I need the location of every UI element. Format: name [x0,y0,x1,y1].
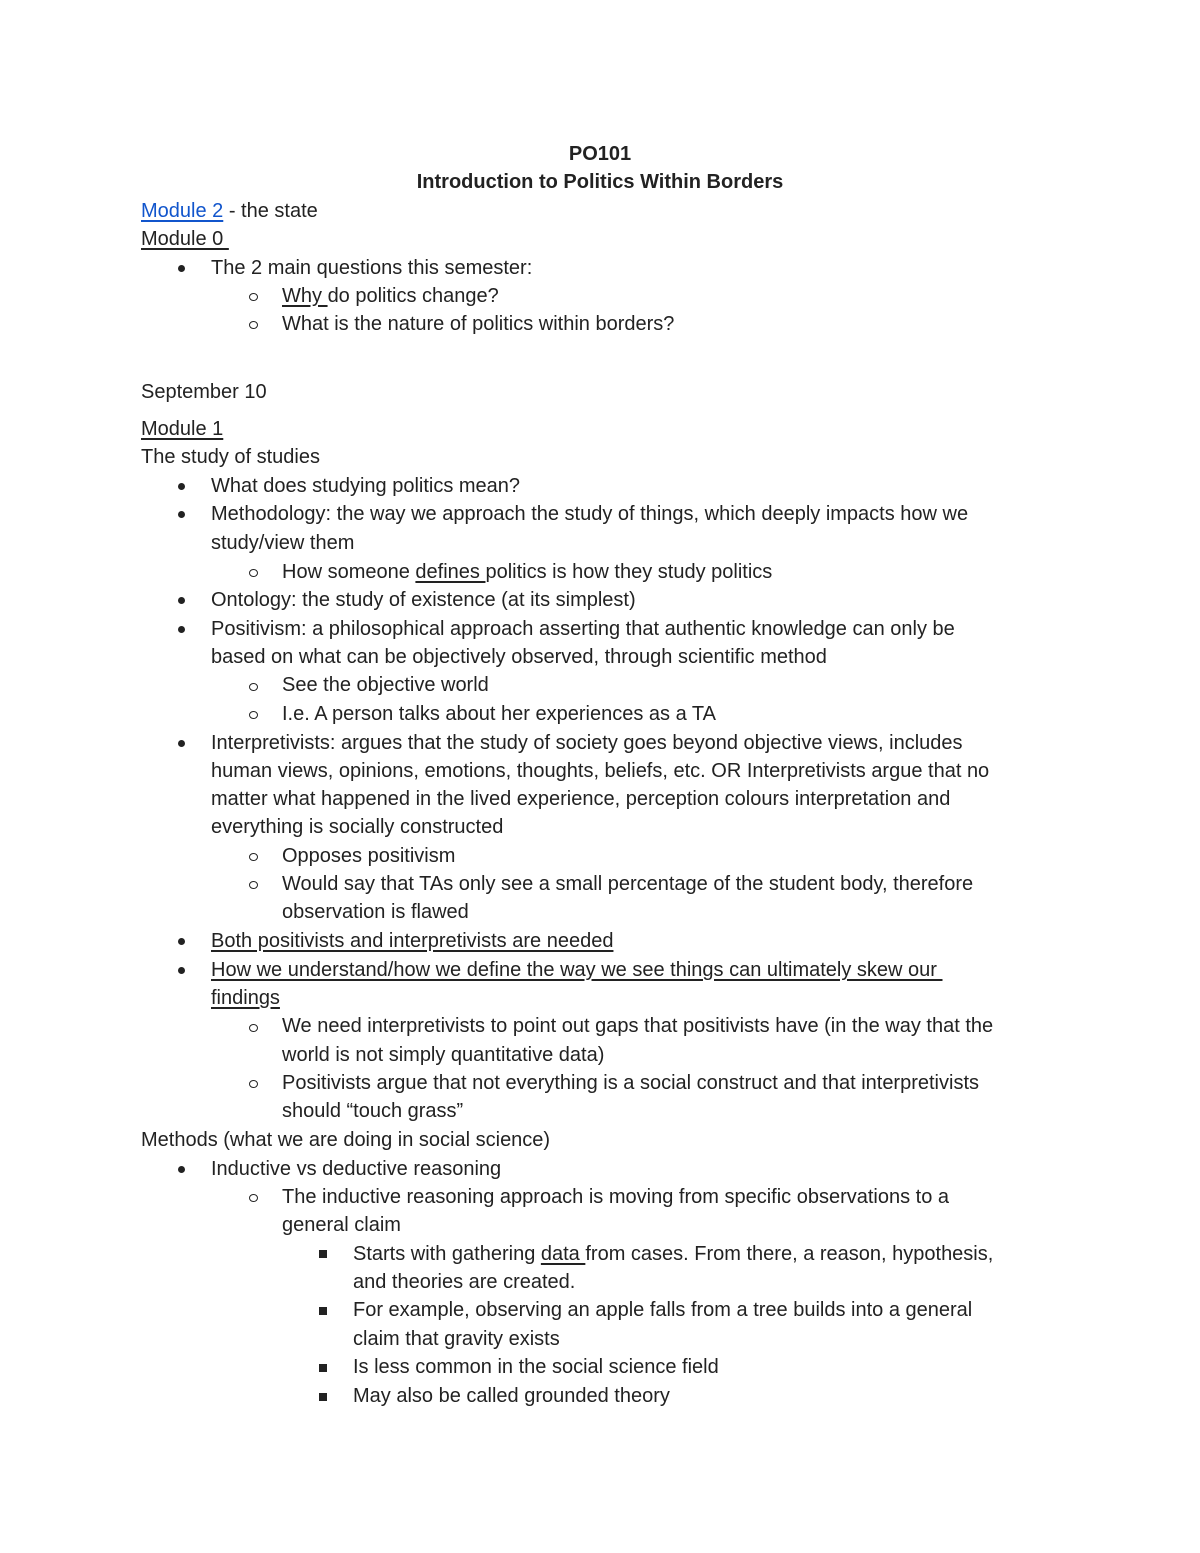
bullet-circle-icon [249,683,258,691]
list-item-underlined: Both positivists and interpretivists are needed [211,930,614,952]
list-subitem: Positivists argue that not everything is a social construct and that interpretivists [282,1072,980,1094]
list-item: Inductive vs deductive reasoning [211,1158,502,1180]
module0-subitem: Why do politics change? [282,285,499,307]
list-item: Ontology: the study of existence (at its simplest) [211,589,636,611]
bullet-square-icon [319,1250,327,1258]
list-subitem: I.e. A person talks about her experiences as a TA [282,703,716,725]
bullet-disc-icon [178,597,185,604]
bullet-square-icon [319,1307,327,1315]
list-subitem: The inductive reasoning approach is moving from specific observations to a [282,1186,950,1208]
course-code: PO101 [568,143,632,165]
bullet-circle-icon [249,1194,258,1202]
module2-link[interactable]: Module 2 [141,200,224,222]
list-subitem: We need interpretivists to point out gaps that positivists have (in the way that the [282,1015,994,1037]
module0-heading: Module 0 [141,228,229,250]
list-subitem-continued: world is not simply quantitative data) [282,1044,605,1066]
list-item: What does studying politics mean? [211,475,521,497]
date-heading: September 10 [141,381,267,403]
bullet-disc-icon [178,265,185,272]
list-subitem: Opposes positivism [282,845,456,867]
bullet-disc-icon [178,1166,185,1173]
bullet-disc-icon [178,483,185,490]
list-subitem-continued: general claim [282,1214,401,1236]
list-subitem-continued: should “touch grass” [282,1100,464,1122]
list-item-continued: human views, opinions, emotions, thoughts, beliefs, etc. OR Interpretivists argue that no [211,760,990,782]
bullet-disc-icon [178,511,185,518]
bullet-circle-icon [249,881,258,889]
course-title: Introduction to Politics Within Borders [416,171,784,193]
list-item-continued: everything is socially constructed [211,816,504,838]
list-subsubitem: Is less common in the social science field [353,1356,719,1378]
list-item: Methodology: the way we approach the study of things, which deeply impacts how we [211,503,969,525]
list-subsubitem: Starts with gathering data from cases. From there, a reason, hypothesis, [353,1243,994,1265]
list-item-continued: matter what happened in the lived experience, perception colours interpretation and [211,788,951,810]
list-subitem: See the objective world [282,674,489,696]
bullet-disc-icon [178,626,185,633]
module2-line [141,197,318,225]
bullet-circle-icon [249,569,258,577]
list-subitem-continued: observation is flawed [282,901,469,923]
list-subitem: How someone defines politics is how they study politics [282,561,773,583]
list-subsubitem-continued: and theories are created. [353,1271,576,1293]
bullet-circle-icon [249,293,258,301]
module0-item: The 2 main questions this semester: [211,257,533,279]
list-subitem: Would say that TAs only see a small percentage of the student body, therefore [282,873,974,895]
bullet-circle-icon [249,853,258,861]
module0-subitem: What is the nature of politics within borders? [282,313,675,335]
methods-heading: Methods (what we are doing in social science) [141,1129,551,1151]
bullet-circle-icon [249,711,258,719]
list-item-continued: based on what can be objectively observed, through scientific method [211,646,827,668]
list-item-underlined: How we understand/how we define the way we see things can ultimately skew our [211,959,943,981]
bullet-circle-icon [249,321,258,329]
module2-suffix: - the state [223,200,318,222]
list-item-underlined-continued: findings [211,987,280,1009]
bullet-square-icon [319,1393,327,1401]
list-item: Interpretivists: argues that the study of society goes beyond objective views, includes [211,732,963,754]
list-subsubitem: May also be called grounded theory [353,1385,670,1407]
underlined-why: Why [282,285,328,307]
bullet-square-icon [319,1364,327,1372]
module1-subtitle: The study of studies [141,446,320,468]
list-subsubitem: For example, observing an apple falls from a tree builds into a general [353,1299,973,1321]
module1-heading: Module 1 [141,418,224,440]
bullet-circle-icon [249,1080,258,1088]
bullet-disc-icon [178,938,185,945]
underlined-defines: defines [415,561,486,583]
list-item: Positivism: a philosophical approach asserting that authentic knowledge can only be [211,618,955,640]
bullet-disc-icon [178,740,185,747]
underlined-data: data [540,1243,586,1265]
bullet-circle-icon [249,1024,258,1032]
list-subsubitem-continued: claim that gravity exists [353,1328,560,1350]
list-item-continued: study/view them [211,532,355,554]
bullet-disc-icon [178,967,185,974]
